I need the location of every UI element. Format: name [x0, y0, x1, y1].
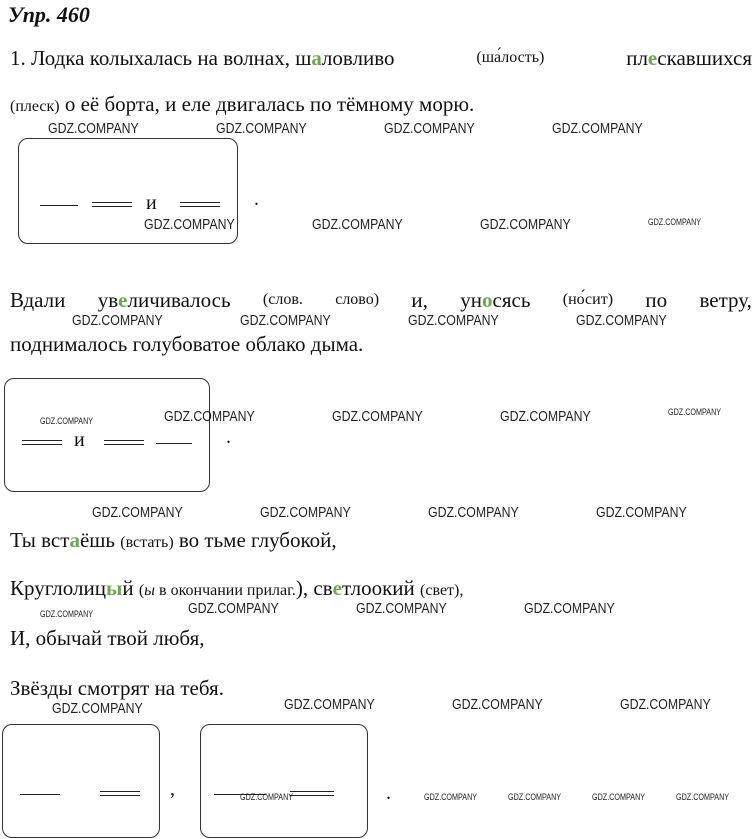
text-fragment: о её борта, и еле двигалась по тёмному морю.: [59, 92, 475, 116]
watermark: GDZ.COMPANY: [576, 312, 667, 329]
period: .: [226, 426, 231, 448]
text-fragment: плескавшихся: [626, 46, 752, 70]
predicate-underline: [180, 202, 220, 207]
highlight-letter: а: [311, 46, 322, 70]
sentence-2-line-1: Вдали увеличивалось (слов. слово) и, уносясь (но́сит) по ветру,: [10, 288, 752, 312]
sentence-2-line-2: поднималось голубоватое облако дыма.: [10, 332, 364, 356]
watermark: GDZ.COMPANY: [552, 120, 643, 137]
watermark: GDZ.COMPANY: [92, 504, 183, 521]
poem-line-4: Звёзды смотрят на тебя.: [10, 676, 224, 700]
watermark: GDZ.COMPANY: [164, 408, 255, 425]
predicate-underline: [290, 791, 334, 796]
scheme-bracket: [2, 724, 160, 838]
period: .: [254, 188, 259, 210]
watermark: GDZ.COMPANY: [452, 696, 543, 713]
poem-line-2: Круглолицый (ы в окончании прилаг.), светлоокий (свет),: [10, 576, 464, 600]
watermark: GDZ.COMPANY: [240, 792, 294, 802]
comma: ,: [170, 778, 175, 800]
conjunction: и: [146, 192, 157, 214]
watermark: GDZ.COMPANY: [144, 216, 235, 233]
watermark: GDZ.COMPANY: [620, 696, 711, 713]
highlight-letter: е: [647, 46, 658, 70]
hint: (слов.: [262, 291, 303, 308]
predicate-underline: [100, 791, 140, 796]
subject-underline: [20, 794, 60, 795]
watermark: GDZ.COMPANY: [52, 700, 143, 717]
watermark: GDZ.COMPANY: [332, 408, 423, 425]
subject-underline: [156, 443, 192, 444]
sentence-1-line-2: [10, 92, 474, 117]
hint: (встать): [120, 534, 174, 551]
scheme-bracket: [4, 378, 210, 492]
scheme-bracket: [200, 724, 368, 838]
highlight-letter: ы: [105, 576, 123, 600]
hint: (но́сит): [562, 291, 614, 308]
hint: (ша́лость): [476, 49, 545, 66]
sentence-1-line-1: [10, 46, 752, 71]
watermark: GDZ.COMPANY: [240, 312, 331, 329]
poem-line-1: Ты встаёшь (встать) во тьме глубокой,: [10, 528, 337, 552]
subject-underline: [40, 205, 78, 206]
watermark: GDZ.COMPANY: [508, 792, 562, 802]
period: .: [386, 782, 391, 804]
watermark: GDZ.COMPANY: [188, 600, 279, 617]
watermark: GDZ.COMPANY: [480, 216, 571, 233]
watermark: GDZ.COMPANY: [216, 120, 307, 137]
watermark: GDZ.COMPANY: [408, 312, 499, 329]
watermark: GDZ.COMPANY: [356, 600, 447, 617]
highlight-letter: е: [118, 288, 128, 312]
watermark: GDZ.COMPANY: [668, 407, 722, 417]
watermark: GDZ.COMPANY: [312, 216, 403, 233]
watermark: GDZ.COMPANY: [428, 504, 519, 521]
watermark: GDZ.COMPANY: [596, 504, 687, 521]
watermark: GDZ.COMPANY: [676, 792, 730, 802]
hint: (свет),: [420, 582, 464, 599]
highlight-letter: е: [332, 576, 342, 600]
watermark: GDZ.COMPANY: [40, 416, 94, 426]
highlight-letter: а: [69, 528, 80, 552]
watermark: GDZ.COMPANY: [524, 600, 615, 617]
watermark: GDZ.COMPANY: [648, 217, 702, 227]
watermark: GDZ.COMPANY: [48, 120, 139, 137]
predicate-underline: [92, 202, 132, 207]
hint: (плеск): [10, 98, 60, 115]
watermark: GDZ.COMPANY: [40, 609, 94, 619]
text-fragment: 1. Лодка колыхалась на волнах, шаловливо: [10, 46, 395, 70]
exercise-title: Упр. 460: [8, 2, 90, 27]
watermark: GDZ.COMPANY: [500, 408, 591, 425]
watermark: GDZ.COMPANY: [424, 792, 478, 802]
hint: (ы в окончании прилаг.: [138, 582, 296, 599]
predicate-underline: [22, 440, 62, 445]
watermark: GDZ.COMPANY: [592, 792, 646, 802]
watermark: GDZ.COMPANY: [72, 312, 163, 329]
highlight-letter: о: [482, 288, 493, 312]
watermark: GDZ.COMPANY: [284, 696, 375, 713]
watermark: GDZ.COMPANY: [384, 120, 475, 137]
poem-line-3: И, обычай твой любя,: [10, 626, 205, 650]
predicate-underline: [104, 440, 144, 445]
conjunction: и: [74, 429, 85, 451]
hint: слово): [335, 291, 380, 308]
watermark: GDZ.COMPANY: [260, 504, 351, 521]
